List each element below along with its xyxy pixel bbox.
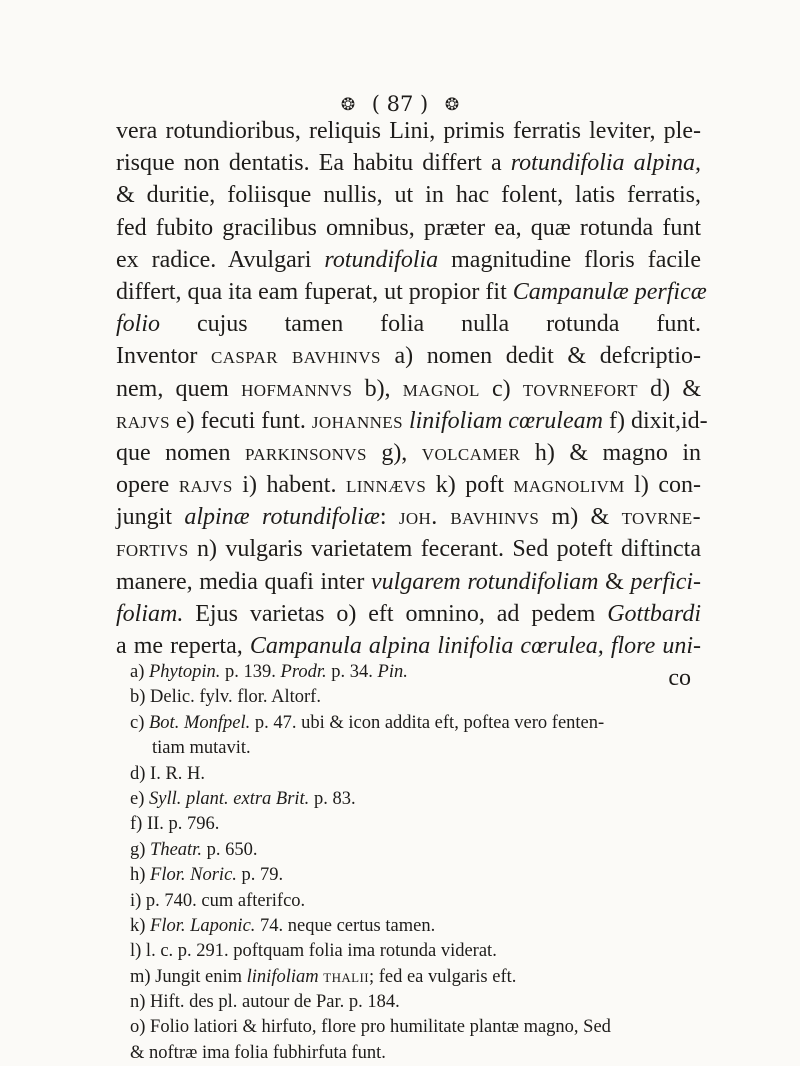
text-run: Ejus varietas o) eft omnino, ad pedem xyxy=(183,600,608,627)
text-run: p. 79. xyxy=(236,865,284,886)
text-line xyxy=(116,373,701,405)
text-line xyxy=(116,405,708,437)
small-caps-run: tovrne- xyxy=(621,504,701,531)
text-run: b), xyxy=(352,375,403,402)
text-line xyxy=(116,630,701,662)
italic-run: alpinæ rotundifoliæ xyxy=(184,504,380,531)
page-number: ( 87 ) xyxy=(371,92,429,116)
text-run: i) p. 740. cum afterifco. xyxy=(130,890,306,911)
italic-run: Bot. Monfpel. xyxy=(149,712,251,733)
text-line xyxy=(116,276,707,308)
small-caps-run: johannes xyxy=(311,407,403,434)
small-caps-run: tovrnefort xyxy=(522,375,638,402)
footnote-line xyxy=(130,1015,730,1040)
text-line xyxy=(116,501,701,533)
small-caps-run: magnol xyxy=(402,375,480,402)
text-line xyxy=(116,566,701,598)
text-run: h) xyxy=(130,865,151,886)
text-run: manere, media quafi inter xyxy=(116,568,371,595)
ornament-right-icon: ❂ xyxy=(444,95,460,115)
text-run: risque non dentatis. Ea habitu differt a xyxy=(116,150,511,177)
footnote-line xyxy=(130,990,730,1015)
italic-run: rotundifolia alpina, xyxy=(510,150,701,177)
text-run: Inventor xyxy=(116,343,211,370)
footnote-line xyxy=(130,889,730,914)
italic-run: Flor. Noric. xyxy=(150,865,237,886)
text-run: a) nomen dedit & defcriptio- xyxy=(380,343,702,370)
small-caps-run: rajvs xyxy=(178,472,233,499)
footnote-line xyxy=(130,812,730,837)
footnote-line xyxy=(130,762,730,787)
text-run: e) xyxy=(130,788,149,809)
text-run: d) I. R. H. xyxy=(130,763,206,784)
small-caps-run: linnævs xyxy=(345,472,427,499)
text-run: ex radice. Avulgari xyxy=(116,246,325,273)
text-line xyxy=(116,437,701,469)
italic-run: Flor. Laponic. xyxy=(150,915,256,936)
text-run: ; fed ea vulgaris eft. xyxy=(368,966,517,987)
italic-run: Syll. plant. extra Brit. xyxy=(149,788,310,809)
main-text xyxy=(116,115,708,694)
text-run: & duritie, foliisque nullis, ut in hac folent, latis ferratis, xyxy=(116,182,701,209)
text-run: n) vulgaris varietatem fecerant. Sed poteft diftincta xyxy=(188,536,701,563)
text-run: c) xyxy=(479,375,523,402)
text-run: d) & xyxy=(637,375,701,402)
italic-run: foliam. xyxy=(116,600,184,627)
text-run: l) con- xyxy=(624,472,702,499)
page-header xyxy=(0,92,800,116)
text-line xyxy=(116,533,701,565)
text-run: p. 47. ubi & icon addita eft, poftea vero fenten- xyxy=(250,712,605,733)
small-caps-run: fortivs xyxy=(116,536,189,563)
text-run: p. 650. xyxy=(201,839,258,860)
text-run: que nomen xyxy=(116,439,245,466)
text-run: p. 34. xyxy=(326,662,378,682)
text-run: g), xyxy=(366,439,422,466)
text-line xyxy=(116,212,701,244)
italic-run: Campanula alpina linifolia cœrulea, flore uni- xyxy=(249,633,701,659)
text-run: cujus tamen folia nulla rotunda funt. xyxy=(160,311,701,338)
footnote-line xyxy=(130,660,730,685)
italic-run: Gottbardi xyxy=(607,600,701,627)
text-run: opere xyxy=(116,472,179,499)
small-caps-run: thalii xyxy=(323,966,369,987)
footnote-line xyxy=(130,939,730,964)
text-run: 74. neque certus tamen. xyxy=(255,915,436,936)
footnote-line xyxy=(130,863,730,888)
footnote-line xyxy=(130,787,730,812)
footnotes xyxy=(130,660,730,1066)
text-run: a) xyxy=(130,662,149,682)
text-run: o) Folio latiori & hirfuto, flore pro humilitate plantæ magno, Sed xyxy=(130,1017,611,1038)
text-line xyxy=(116,179,701,211)
text-line xyxy=(116,340,701,372)
text-run: n) Hift. des pl. autour de Par. p. 184. xyxy=(130,992,400,1013)
small-caps-run: magnolivm xyxy=(513,472,625,499)
text-run: m) Jungit enim xyxy=(130,966,247,987)
small-caps-run: volcamer xyxy=(421,439,521,466)
footnote-line xyxy=(130,711,730,736)
small-caps-run: caspar bavhinvs xyxy=(210,343,381,370)
ornament-left-icon: ❂ xyxy=(340,95,356,115)
text-line xyxy=(116,308,701,340)
text-run: f) dixit,id- xyxy=(602,407,708,434)
text-line xyxy=(116,598,701,630)
text-line xyxy=(116,469,701,501)
text-run: l) l. c. p. 291. poftquam folia ima rotunda viderat. xyxy=(130,941,497,962)
text-line xyxy=(116,115,701,147)
text-run: k) poft xyxy=(426,472,514,499)
text-run: m) & xyxy=(539,504,622,531)
text-run: & xyxy=(598,568,631,595)
footnote-line xyxy=(130,1041,730,1066)
text-run: differt, qua ita eam fuperat, ut propior fit xyxy=(116,278,513,305)
small-caps-run: hofmannvs xyxy=(241,375,353,402)
italic-run: linifoliam xyxy=(246,966,319,987)
text-run: & noftræ ima folia fubhirfuta funt. xyxy=(130,1042,386,1063)
italic-run: Prodr. xyxy=(280,662,327,682)
footnote-line xyxy=(130,685,730,710)
italic-run: vulgarem rotundifoliam xyxy=(370,568,599,595)
italic-run: linifoliam cœruleam xyxy=(408,407,603,434)
small-caps-run: joh. bavhinvs xyxy=(398,504,540,531)
italic-run: Phytopin. xyxy=(149,662,221,682)
footnote-line xyxy=(130,838,730,863)
text-run: g) xyxy=(130,839,151,860)
catchword: co xyxy=(668,665,691,692)
text-run: vera rotundioribus, reliquis Lini, primis ferratis leviter, ple- xyxy=(116,118,701,144)
small-caps-run: parkinsonvs xyxy=(244,439,367,466)
text-run: fed fubito gracilibus omnibus, præter ea, quæ rotunda funt xyxy=(116,214,701,241)
text-run: c) xyxy=(130,712,149,733)
footnote-line xyxy=(130,914,730,939)
small-caps-run: rajvs xyxy=(116,407,170,434)
text-line xyxy=(116,147,701,179)
text-run: tiam mutavit. xyxy=(152,738,251,759)
text-run: i) habent. xyxy=(232,472,346,499)
italic-run: perfici- xyxy=(630,568,701,595)
italic-run: Theatr. xyxy=(150,839,202,860)
italic-run: folio xyxy=(116,311,161,338)
text-run: a me reperta, xyxy=(116,633,250,659)
italic-run: Campanulæ perficæ xyxy=(512,278,707,305)
text-run: p. 83. xyxy=(309,788,356,809)
italic-run: Pin. xyxy=(377,662,408,682)
text-line xyxy=(116,244,701,276)
text-run: e) fecuti funt. xyxy=(169,407,312,434)
footnote-line xyxy=(130,965,730,990)
text-run: magnitudine floris facile xyxy=(438,246,701,273)
footnote-line xyxy=(130,736,730,761)
text-run: : xyxy=(379,504,399,531)
text-run: p. 139. xyxy=(220,662,281,682)
text-run: jungit xyxy=(116,504,185,531)
text-run: f) II. p. 796. xyxy=(130,814,220,835)
text-run: nem, quem xyxy=(116,375,242,402)
text-run: h) & magno in xyxy=(520,439,701,466)
italic-run: rotundifolia xyxy=(324,246,439,273)
text-run: b) Delic. fylv. flor. Altorf. xyxy=(130,687,321,708)
text-run: k) xyxy=(130,915,151,936)
